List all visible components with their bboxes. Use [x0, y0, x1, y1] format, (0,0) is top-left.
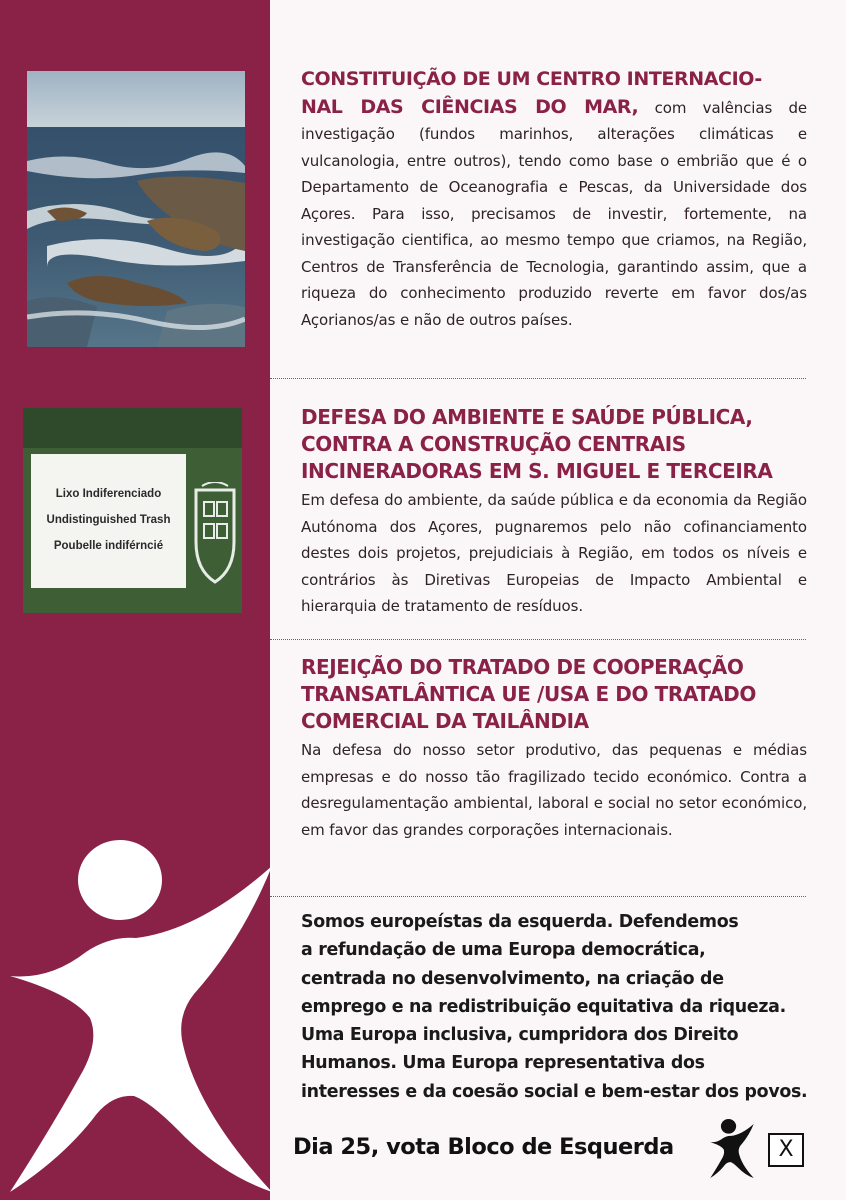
- section-heading: NAL DAS CIÊNCIAS DO MAR,: [301, 95, 639, 118]
- sign-board: [31, 454, 186, 588]
- closing-statement: [301, 908, 811, 1106]
- closing-line: centrada no desenvolvimento, na criação de: [301, 968, 724, 989]
- section-trade-treaty: [301, 654, 807, 843]
- bloco-star-figure-icon: [706, 1118, 758, 1178]
- ballot-box-icon: X: [768, 1133, 804, 1167]
- closing-line: Somos europeístas da esquerda. Defendemos: [301, 912, 739, 932]
- closing-line: emprego e na redistribuição equitativa da riqueza.: [301, 996, 786, 1017]
- section-body-text: Em defesa do ambiente, da saúde pública e da economia da Região Autónoma dos Açores, pugnaremos pelo não cofinanciamento destes dois projetos, prejudiciais à Região, em todos os níveis e contrários às Diretivas Europeias de Impacto Ambiental e hierarquia de tratamento de resíduos.: [301, 491, 807, 615]
- section-body-text: com valências de investigação (fundos marinhos, alterações climáticas e vulcanologia, entre outros), tendo como base o embrião que é o Departamento de Oceanografia e Pescas, da Universidade dos Açores. Para isso, precisamos de investir, fortemente, na investigação cientifica, ao mesmo tempo que criamos, na Região, Centros de Transferência de Tecnologia, garantindo assim, que a riqueza do conhecimento produzido reverte em favor dos/as Açorianos/as e não de outros países.: [301, 98, 808, 329]
- closing-line: a refundação de uma Europa democrática,: [301, 940, 706, 961]
- section-body-text: Na defesa do nosso setor produtivo, das pequenas e médias empresas e do nosso tão fragilizado tecido económico. Contra a desregulamentação ambiental, laboral e social no setor económico, em favor das grandes corporações internacionais.: [301, 741, 807, 839]
- bloco-star-figure-logo: [10, 830, 272, 1192]
- trash-sign-photo: [23, 408, 242, 613]
- section-heading: CONSTITUIÇÃO DE UM CENTRO INTERNACIO-: [301, 68, 762, 90]
- dotted-divider: [270, 896, 806, 897]
- section-environment: [301, 404, 807, 620]
- sea-rocks-image: [27, 71, 245, 347]
- section-heading-line: CONTRA A CONSTRUÇÃO CENTRAIS: [301, 432, 686, 456]
- coat-of-arms-emblem: [192, 482, 238, 592]
- closing-line: interesses e da coesão social e bem-estar dos povos.: [301, 1081, 808, 1102]
- closing-line: Humanos. Uma Europa representativa dos: [301, 1053, 705, 1074]
- section-heading-line: TRANSATLÂNTICA UE /USA E DO TRATADO: [301, 682, 756, 706]
- section-body: [301, 66, 807, 333]
- sign-text-line: Lixo Indiferenciado: [55, 488, 162, 500]
- sign-frame-top: [23, 408, 242, 448]
- section-heading-line: REJEIÇÃO DO TRATADO DE COOPERAÇÃO: [301, 655, 744, 679]
- vote-call-to-action: Dia 25, vota Bloco de Esquerda: [293, 1134, 674, 1160]
- dotted-divider: [270, 378, 806, 379]
- section-heading-line: INCINERADORAS EM S. MIGUEL E TERCEIRA: [301, 459, 773, 483]
- section-heading-line: DEFESA DO AMBIENTE E SAÚDE PÚBLICA,: [301, 405, 753, 429]
- sign-text-line: Poubelle indiférncié: [53, 540, 164, 552]
- sea-rocks-photo: [27, 71, 245, 347]
- closing-line: Uma Europa inclusiva, cumpridora dos Direito: [301, 1025, 739, 1046]
- section-heading-line: COMERCIAL DA TAILÂNDIA: [301, 709, 589, 733]
- dotted-divider: [270, 639, 806, 640]
- sign-text-line: Undistinguished Trash: [46, 514, 171, 526]
- section-ocean-sciences: [301, 66, 807, 333]
